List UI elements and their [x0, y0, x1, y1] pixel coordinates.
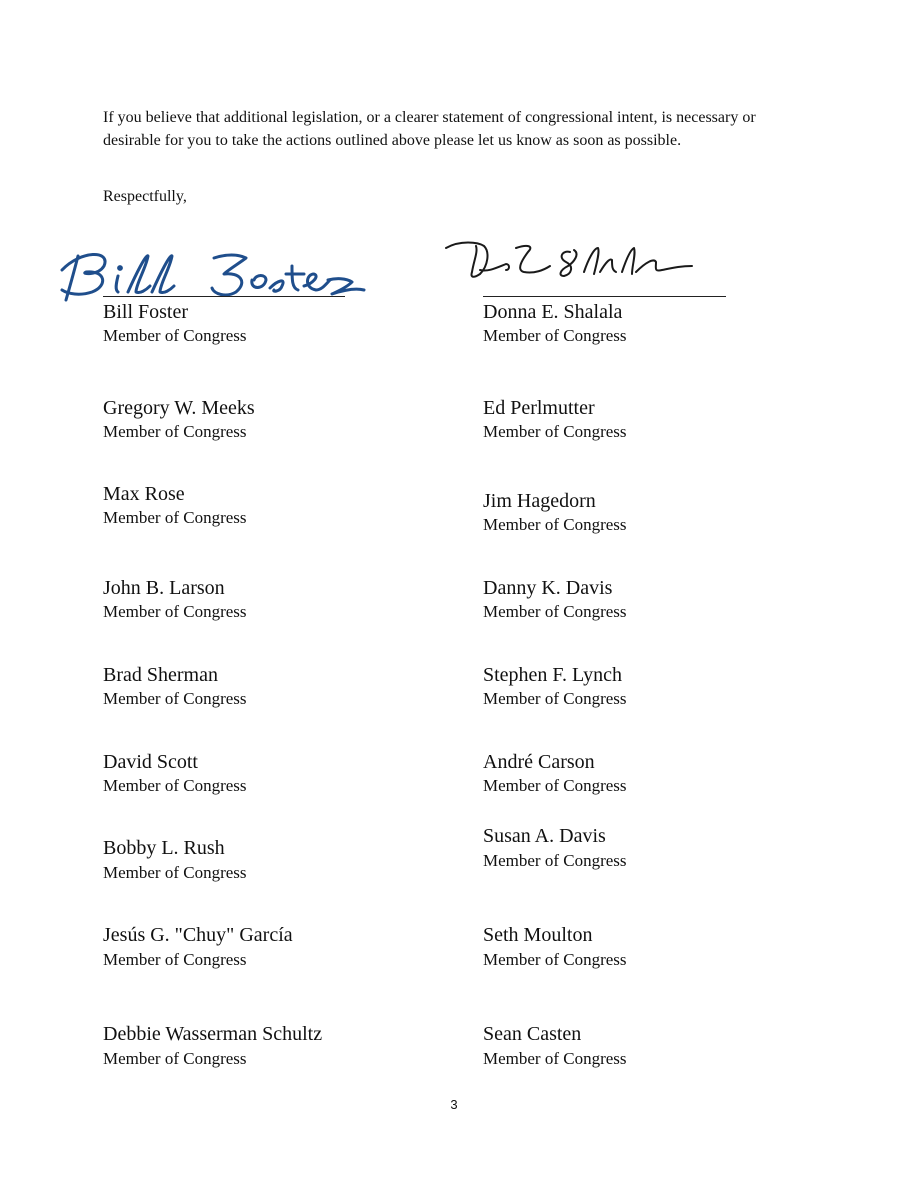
signer-name: Brad Sherman: [103, 664, 218, 686]
signer-title: Member of Congress: [483, 515, 627, 534]
signer-title: Member of Congress: [483, 1049, 627, 1068]
signer-name: Bobby L. Rush: [103, 837, 225, 859]
signer-title: Member of Congress: [103, 602, 247, 621]
signer-title: Member of Congress: [483, 950, 627, 969]
signer-name: Stephen F. Lynch: [483, 664, 622, 686]
signature-donna-shalala: [440, 236, 700, 292]
signer-name: André Carson: [483, 751, 595, 773]
signer-title: Member of Congress: [103, 326, 247, 345]
page-number: 3: [450, 1097, 458, 1112]
signer-title: Member of Congress: [103, 950, 247, 969]
signer-name: David Scott: [103, 751, 198, 773]
signer-name: Jesús G. "Chuy" García: [103, 924, 293, 946]
signer-title: Member of Congress: [103, 689, 247, 708]
signer-name: Jim Hagedorn: [483, 490, 596, 512]
signer-title: Member of Congress: [483, 776, 627, 795]
signer-name: Bill Foster: [103, 301, 189, 323]
closing-text: Respectfully,: [103, 188, 187, 205]
signer-name: Max Rose: [103, 483, 185, 505]
signer-title: Member of Congress: [103, 776, 247, 795]
signer-title: Member of Congress: [483, 689, 627, 708]
signer-title: Member of Congress: [483, 422, 627, 441]
signature-line-left: [103, 296, 345, 297]
signer-title: Member of Congress: [483, 602, 627, 621]
signer-name: John B. Larson: [103, 577, 225, 599]
signer-title: Member of Congress: [103, 863, 247, 882]
body-paragraph: If you believe that additional legislation, or a clearer statement of congressional intent, is necessary or desirable for you to take the actions outlined above please let us know as soon as possible.: [103, 109, 756, 149]
signer-name: Debbie Wasserman Schultz: [103, 1023, 323, 1045]
signature-line-right: [483, 296, 726, 297]
signature-bill-foster: [56, 244, 376, 304]
signer-title: Member of Congress: [103, 508, 247, 527]
signer-name: Ed Perlmutter: [483, 397, 595, 419]
signer-title: Member of Congress: [103, 1049, 247, 1068]
signer-name: Susan A. Davis: [483, 825, 606, 847]
signer-name: Danny K. Davis: [483, 577, 613, 599]
signer-name: Gregory W. Meeks: [103, 397, 255, 419]
signer-name: Seth Moulton: [483, 924, 593, 946]
signer-name: Sean Casten: [483, 1023, 582, 1045]
signer-name: Donna E. Shalala: [483, 301, 623, 323]
signer-title: Member of Congress: [103, 422, 247, 441]
signer-title: Member of Congress: [483, 326, 627, 345]
signer-title: Member of Congress: [483, 851, 627, 870]
